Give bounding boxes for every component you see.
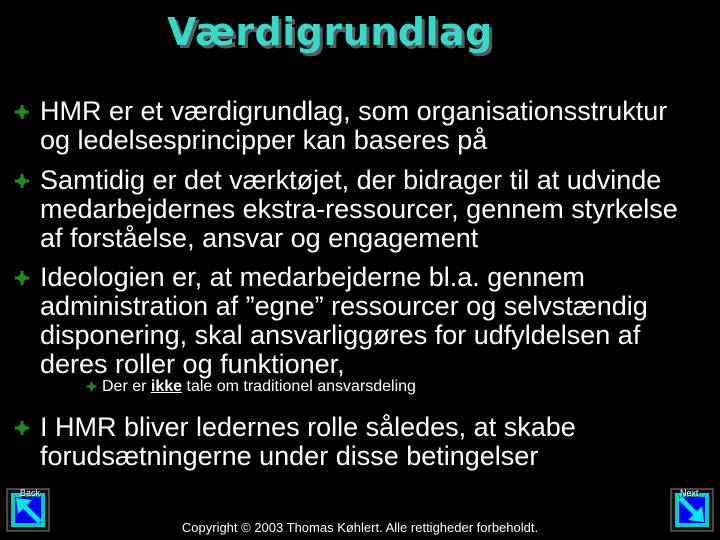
diamond-bullet-icon <box>14 173 30 189</box>
bullet-text: Ideologien er, at medarbejderne bl.a. gennem administration af ”egne” ressourcer og selvstændig disponering, skal ansvarliggøres for udfyldelsen af deres roller og funktioner, <box>40 262 648 379</box>
bullet-item-4 <box>14 413 704 471</box>
diamond-bullet-icon <box>14 270 30 286</box>
bullet-text: I HMR bliver ledernes rolle således, at skabe forudsætningerne under disse betingelser <box>40 412 576 471</box>
bullet-item-3 <box>14 263 704 379</box>
copyright-footer: Copyright © 2003 Thomas Køhlert. Alle rettigheder forbeholdt. <box>181 520 539 535</box>
bullet-text: Samtidig er det værktøjet, der bidrager til at udvinde medarbejdernes ekstra-ressourcer, gennem styrkelse af forståelse, ansvar og engagement <box>40 165 678 253</box>
diamond-bullet-icon <box>14 104 30 120</box>
next-label: Next <box>680 488 699 498</box>
bullet-text: HMR er et værdigrundlag, som organisationsstruktur og ledelsesprincipper kan baseres på <box>40 96 668 155</box>
sub-bullet-item <box>86 377 416 397</box>
sub-bullet-text-before: Der er <box>102 378 151 395</box>
sub-bullet-emphasis: ikke <box>150 378 183 395</box>
back-label: Back <box>20 488 41 498</box>
bullet-item-2 <box>14 166 704 253</box>
slide-title: Værdigrundlag <box>167 10 493 54</box>
bullet-item-1 <box>14 97 704 155</box>
diamond-bullet-icon <box>86 381 97 392</box>
diamond-bullet-icon <box>14 420 30 436</box>
sub-bullet-text-after: tale om traditionel ansvarsdeling <box>182 378 416 395</box>
